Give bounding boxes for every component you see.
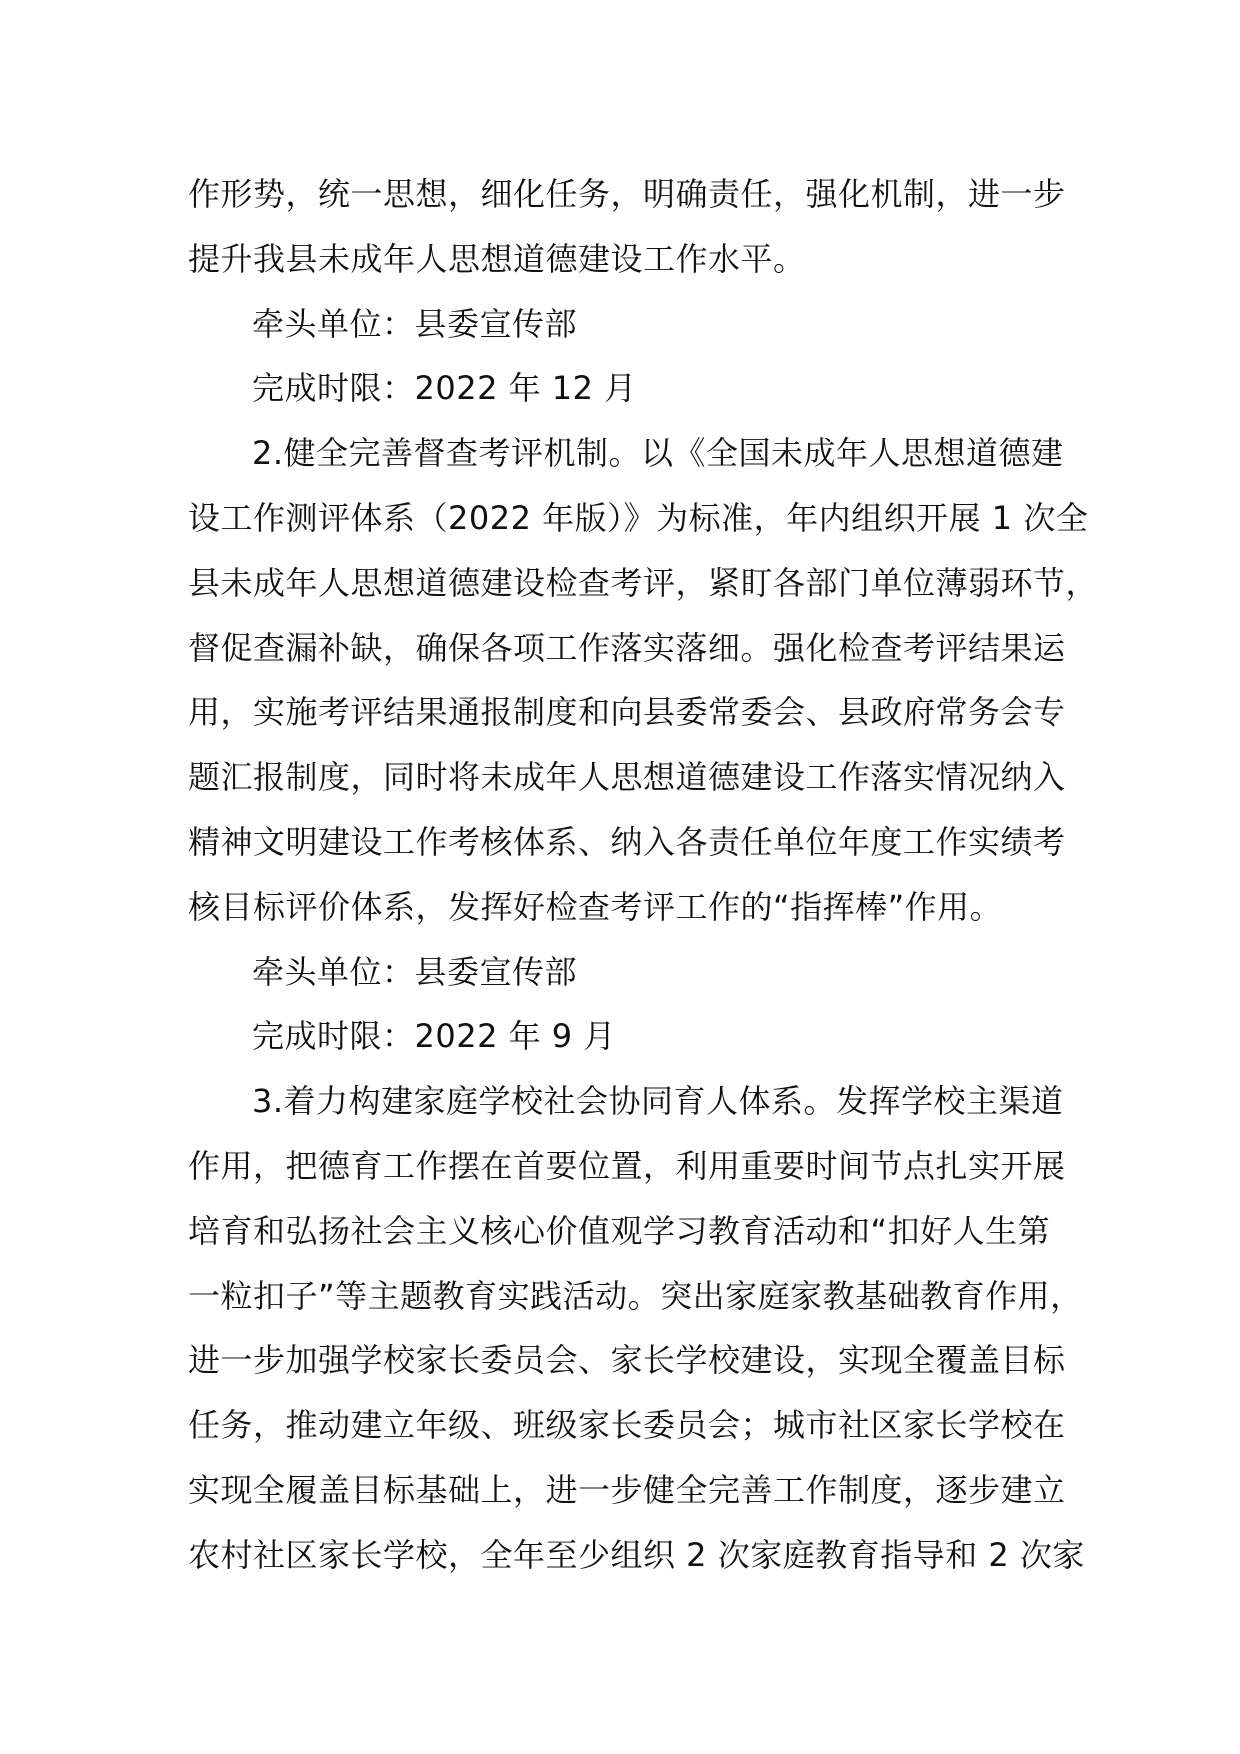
paragraph-line: 实现全履盖目标基础上，进一步健全完善工作制度，逐步建立 bbox=[188, 1470, 1066, 1509]
paragraph-line: 县未成年人思想道德建设检查考评，紧盯各部门单位薄弱环节， bbox=[188, 563, 1099, 602]
paragraph-line: 作用，把德育工作摆在首要位置，利用重要时间节点扎实开展 bbox=[188, 1146, 1066, 1185]
paragraph-line: 精神文明建设工作考核体系、纳入各责任单位年度工作实绩考 bbox=[188, 822, 1066, 861]
paragraph-line: 农村社区家长学校，全年至少组织 2 次家庭教育指导和 2 次家 bbox=[188, 1535, 1085, 1574]
paragraph-line: 任务，推动建立年级、班级家长委员会；城市社区家长学校在 bbox=[188, 1406, 1066, 1445]
section-heading-line: 2.健全完善督查考评机制。以《全国未成年人思想道德建 bbox=[252, 434, 1064, 473]
paragraph-line: 培育和弘扬社会主义核心价值观学习教育活动和“扣好人生第 bbox=[188, 1211, 1051, 1250]
section-heading-line: 3.着力构建家庭学校社会协同育人体系。发挥学校主渠道 bbox=[252, 1082, 1064, 1121]
paragraph-line: 作形势，统一思想，细化任务，明确责任，强化机制，进一步 bbox=[188, 175, 1066, 213]
paragraph-line: 提升我县未成年人思想道德建设工作水平。 bbox=[188, 239, 806, 278]
paragraph-line: 督促查漏补缺，确保各项工作落实落细。强化检查考评结果运 bbox=[188, 628, 1066, 667]
paragraph-line: 题汇报制度，同时将未成年人思想道德建设工作落实情况纳入 bbox=[188, 758, 1066, 797]
paragraph-line: 一粒扣子”等主题教育实践活动。突出家庭家教基础教育作用， bbox=[188, 1276, 1083, 1315]
paragraph-line: 设工作测评体系（2022 年版）》为标准，年内组织开展 1 次全 bbox=[188, 498, 1089, 537]
paragraph-line: 核目标评价体系，发挥好检查考评工作的“指挥棒”作用。 bbox=[188, 887, 1003, 926]
deadline-line: 完成时限：2022 年 12 月 bbox=[252, 369, 637, 408]
lead-unit-line: 牵头单位：县委宣传部 bbox=[252, 952, 578, 991]
paragraph-line: 进一步加强学校家长委员会、家长学校建设，实现全覆盖目标 bbox=[188, 1341, 1066, 1380]
document-body bbox=[188, 162, 1099, 1588]
lead-unit-line: 牵头单位：县委宣传部 bbox=[252, 304, 578, 343]
paragraph-line: 用，实施考评结果通报制度和向县委常委会、县政府常务会专 bbox=[188, 693, 1066, 732]
deadline-line: 完成时限：2022 年 9 月 bbox=[252, 1017, 616, 1056]
